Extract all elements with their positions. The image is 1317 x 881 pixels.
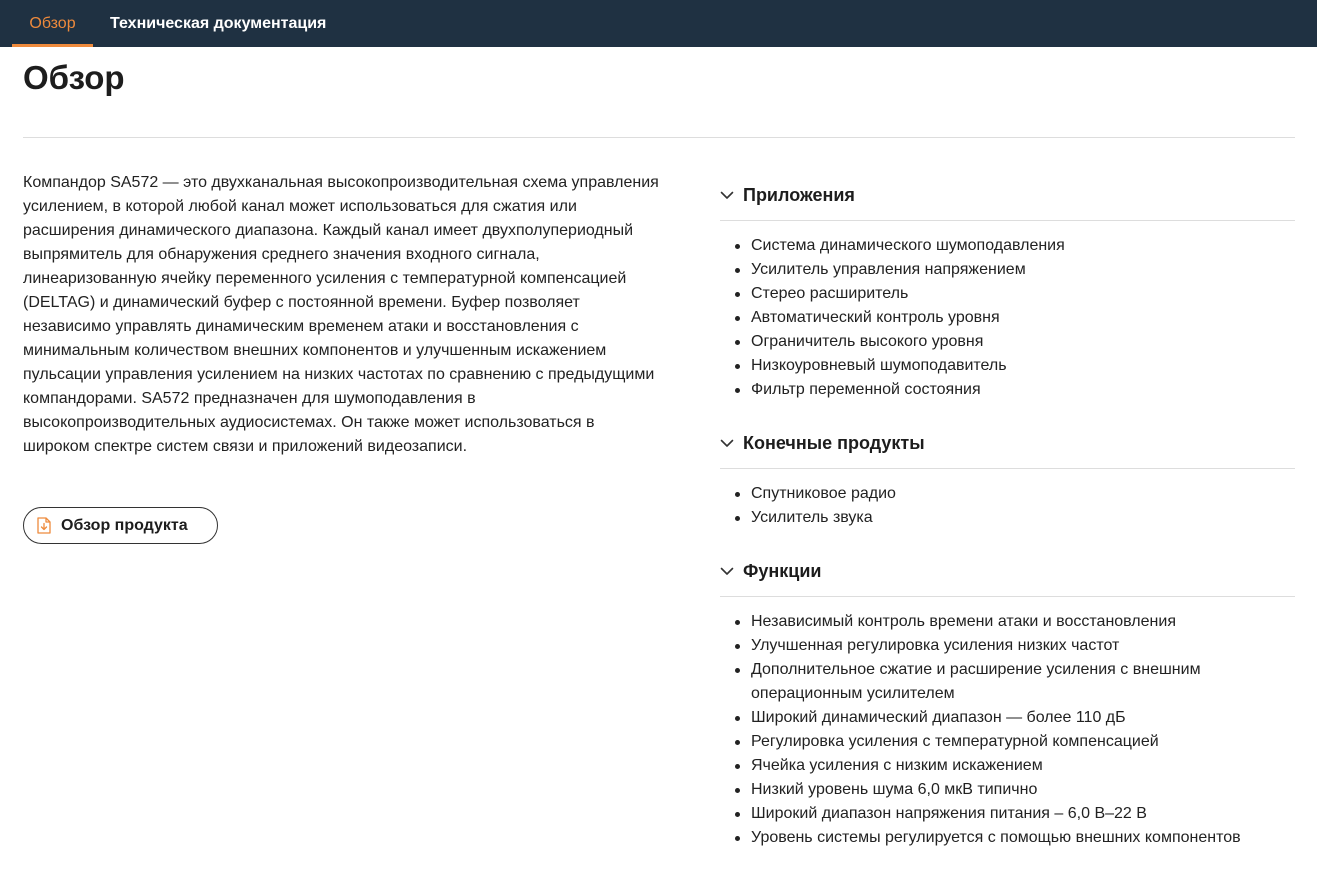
pdf-download-icon (37, 517, 51, 534)
list-item: Автоматический контроль уровня (751, 306, 1311, 330)
tab-overview[interactable]: Обзор (12, 0, 93, 47)
list-item: Фильтр переменной состояния (751, 378, 1311, 402)
product-description: Компандор SA572 — это двухканальная высокопроизводительная схема управления усилением, в которой любой канал может использоваться для сжатия или расширения динамического диапазона. Каждый канал имеет двухполупериодный выпрямитель для обнаружения среднего значения входного сигнала, линеаризованную ячейку переменного усиления с температурной компенсацией (DELTAG) и динамический буфер с постоянной времени. Буфер позволяет независимо управлять динамическим временем атаки и восстановления с минимальным количеством внешних компонентов и улучшенным искажением пульсации управления усилением на низких частотах по сравнению с предыдущими компандорами. SA572 предназначен для шумоподавления в высокопроизводительных аудиосистемах. Он также может использоваться в широком спектре систем связи и приложений видеозаписи. (23, 174, 659, 455)
list-item: Широкий диапазон напряжения питания – 6,0 В–22 В (751, 802, 1291, 826)
list-item: Низкоуровневый шумоподавитель (751, 354, 1311, 378)
section-header-applications[interactable] (720, 171, 1295, 221)
list-item: Дополнительное сжатие и расширение усиления с внешним операционным усилителем (751, 658, 1291, 706)
section-header-features[interactable] (720, 547, 1295, 597)
chevron-down-icon (720, 439, 734, 448)
chevron-down-icon (720, 191, 734, 200)
list-item: Стерео расширитель (751, 282, 1311, 306)
section-title-applications: Приложения (743, 185, 855, 205)
list-item: Улучшенная регулировка усиления низких частот (751, 634, 1291, 658)
applications-list (751, 234, 1311, 402)
product-overview-button-label: Обзор продукта (61, 516, 188, 534)
list-item: Система динамического шумоподавления (751, 234, 1311, 258)
list-item: Регулировка усиления с температурной компенсацией (751, 730, 1291, 754)
page-title: Обзор (23, 59, 125, 96)
list-item: Усилитель управления напряжением (751, 258, 1311, 282)
tab-technical-documentation[interactable]: Техническая документация (110, 14, 327, 32)
end-products-list (751, 482, 1311, 530)
top-navigation (0, 0, 1317, 47)
list-item: Низкий уровень шума 6,0 мкВ типично (751, 778, 1291, 802)
section-title-features: Функции (743, 561, 822, 581)
list-item: Спутниковое радио (751, 482, 1311, 506)
chevron-down-icon (720, 567, 734, 576)
product-overview-button[interactable] (23, 507, 218, 544)
list-item: Независимый контроль времени атаки и восстановления (751, 610, 1291, 634)
list-item: Усилитель звука (751, 506, 1311, 530)
section-title-end-products: Конечные продукты (743, 433, 925, 453)
list-item: Уровень системы регулируется с помощью внешних компонентов (751, 826, 1291, 850)
list-item: Ограничитель высокого уровня (751, 330, 1311, 354)
features-list (751, 610, 1291, 850)
list-item: Широкий динамический диапазон — более 110 дБ (751, 706, 1291, 730)
list-item: Ячейка усиления с низким искажением (751, 754, 1291, 778)
title-divider (23, 137, 1295, 138)
section-header-end-products[interactable] (720, 419, 1295, 469)
